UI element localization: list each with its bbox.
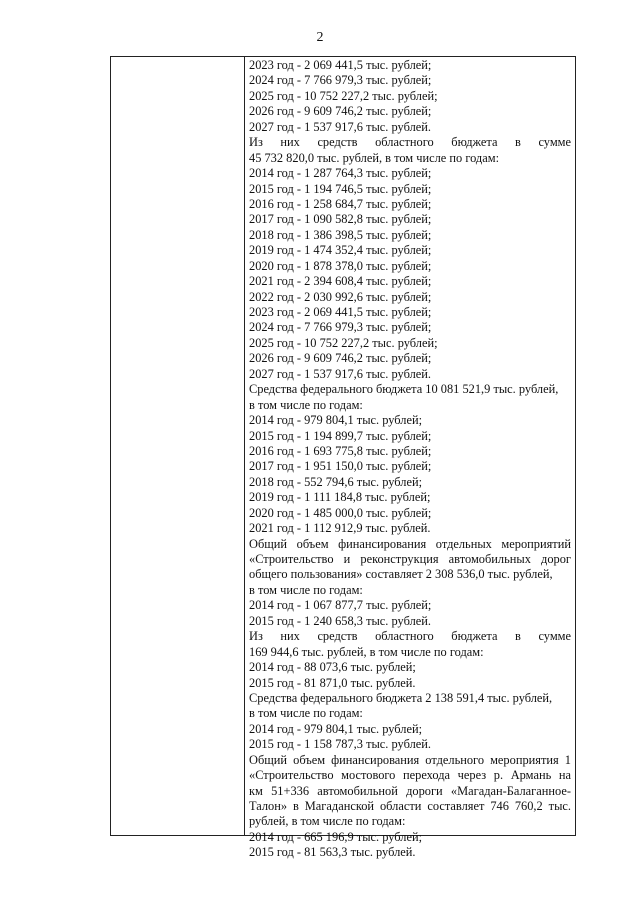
text-line: 2024 год - 7 766 979,3 тыс. рублей; xyxy=(249,73,432,88)
text-line: 45 732 820,0 тыс. рублей, в том числе по годам: xyxy=(249,150,500,165)
text-line: 2024 год - 7 766 979,3 тыс. рублей; xyxy=(249,320,432,335)
text-line: 2023 год - 2 069 441,5 тыс. рублей; xyxy=(249,305,432,319)
text-line: 2020 год - 1 878 378,0 тыс. рублей; xyxy=(249,258,432,273)
text-line: 2015 год - 81 563,3 тыс. рублей. xyxy=(249,845,416,860)
text-line: 2022 год - 2 030 992,6 тыс. рублей; xyxy=(249,289,432,304)
text-line: 2027 год - 1 537 917,6 тыс. рублей. xyxy=(249,366,431,381)
text-line: Из них средств областного бюджета в сумме xyxy=(249,629,571,644)
text-line: 2014 год - 1 287 764,3 тыс. рублей; xyxy=(249,166,432,181)
text-line: 2023 год - 2 069 441,5 тыс. рублей; xyxy=(249,58,432,72)
text-line: 2027 год - 1 537 917,6 тыс. рублей. xyxy=(249,119,431,134)
text-line: 2014 год - 979 804,1 тыс. рублей; xyxy=(249,413,423,428)
text-line: Общий объем финансирования отдельного мероприятия 1 xyxy=(249,752,571,767)
text-line: 169 944,6 тыс. рублей, в том числе по годам: xyxy=(249,644,484,659)
text-line: 2018 год - 1 386 398,5 тыс. рублей; xyxy=(249,227,432,242)
text-line: в том числе по годам: xyxy=(249,397,363,412)
text-line: 2017 год - 1 951 150,0 тыс. рублей; xyxy=(249,459,432,474)
text-line: 2026 год - 9 609 746,2 тыс. рублей; xyxy=(249,104,432,119)
text-line: 2019 год - 1 474 352,4 тыс. рублей; xyxy=(249,243,432,258)
text-line: 2015 год - 1 158 787,3 тыс. рублей. xyxy=(249,737,431,752)
text-line: 2025 год - 10 752 227,2 тыс. рублей; xyxy=(249,335,438,350)
text-line: 2025 год - 10 752 227,2 тыс. рублей; xyxy=(249,88,438,103)
page-number: 2 xyxy=(316,30,324,45)
text-line: км 51+336 автомобильной дороги «Магадан-Балаганное- xyxy=(249,783,571,798)
text-line: 2014 год - 88 073,6 тыс. рублей; xyxy=(249,660,416,675)
text-line: Общий объем финансирования отдельных мероприятий xyxy=(249,536,571,551)
funding-table xyxy=(110,56,576,860)
text-line: общего пользования» составляет 2 308 536,0 тыс. рублей, xyxy=(249,567,553,582)
text-line: 2015 год - 1 194 746,5 тыс. рублей; xyxy=(249,181,432,196)
text-line: Из них средств областного бюджета в сумме xyxy=(249,135,571,150)
text-line: 2016 год - 1 258 684,7 тыс. рублей; xyxy=(249,196,432,211)
text-line: «Строительство мостового перехода через р. Армань на xyxy=(249,768,571,783)
text-line: рублей, в том числе по годам: xyxy=(249,814,406,829)
funding-text-column xyxy=(249,58,571,861)
text-line: Средства федерального бюджета 2 138 591,4 тыс. рублей, xyxy=(249,690,553,705)
column-divider xyxy=(244,57,245,835)
text-line: 2015 год - 1 194 899,7 тыс. рублей; xyxy=(249,428,432,443)
text-line: 2019 год - 1 111 184,8 тыс. рублей; xyxy=(249,490,431,505)
text-line: в том числе по годам: xyxy=(249,582,363,597)
text-line: в том числе по годам: xyxy=(249,706,363,721)
text-line: 2026 год - 9 609 746,2 тыс. рублей; xyxy=(249,351,432,366)
text-line: Средства федерального бюджета 10 081 521,9 тыс. рублей, xyxy=(249,382,559,397)
text-line: 2018 год - 552 794,6 тыс. рублей; xyxy=(249,474,423,489)
text-line: 2017 год - 1 090 582,8 тыс. рублей; xyxy=(249,212,432,227)
text-line: 2016 год - 1 693 775,8 тыс. рублей; xyxy=(249,443,432,458)
text-line: «Строительство и реконструкция автомобильных дорог xyxy=(249,552,571,566)
text-line: 2015 год - 81 871,0 тыс. рублей. xyxy=(249,675,416,690)
text-line: Талон» в Магаданской области составляет 746 760,2 тыс. xyxy=(249,799,571,813)
text-line: 2020 год - 1 485 000,0 тыс. рублей; xyxy=(249,505,432,520)
text-line: 2014 год - 979 804,1 тыс. рублей; xyxy=(249,721,423,736)
text-line: 2021 год - 2 394 608,4 тыс. рублей; xyxy=(249,274,432,289)
text-line: 2021 год - 1 112 912,9 тыс. рублей. xyxy=(249,521,431,536)
text-line: 2014 год - 1 067 877,7 тыс. рублей; xyxy=(249,598,432,613)
text-line: 2015 год - 1 240 658,3 тыс. рублей. xyxy=(249,613,431,628)
text-line: 2014 год - 665 196,9 тыс. рублей; xyxy=(249,829,423,844)
